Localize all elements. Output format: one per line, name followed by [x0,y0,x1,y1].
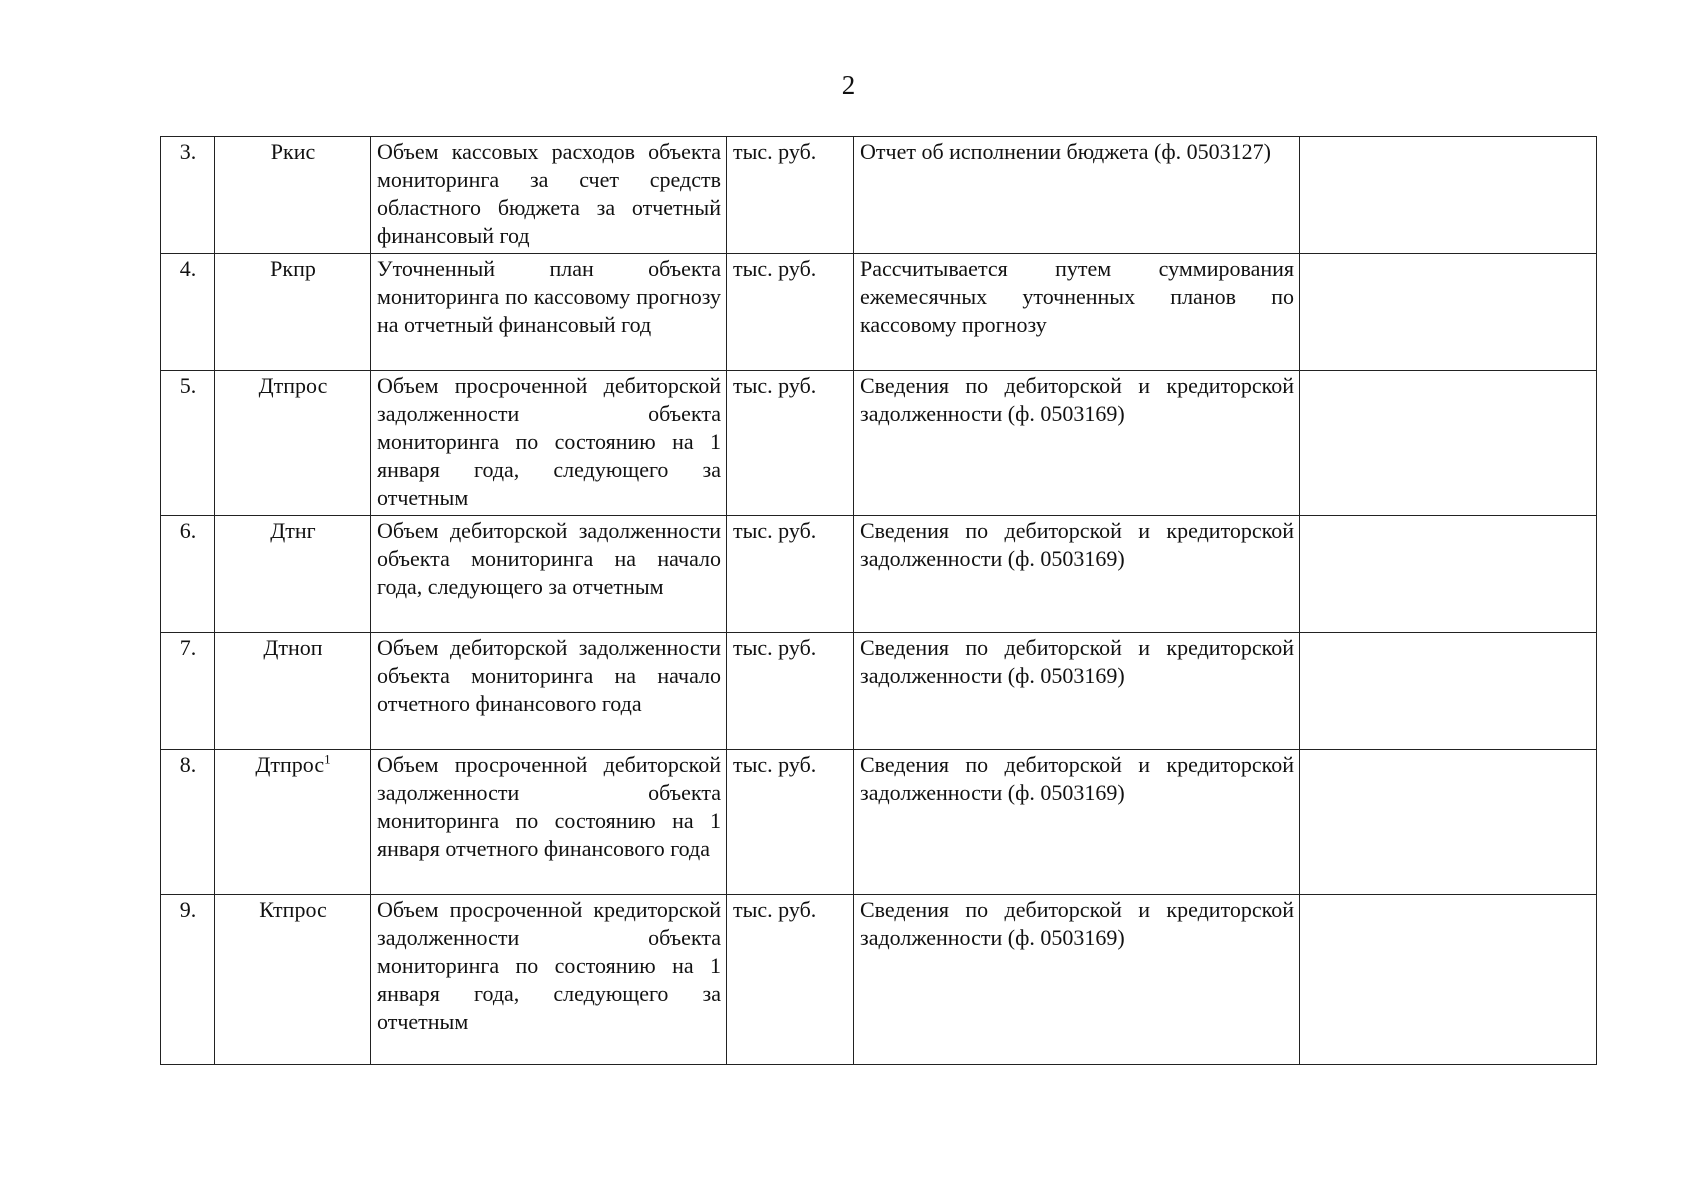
table-row [161,633,1597,750]
indicators-table [160,136,1597,1065]
unit-of-measure: тыс. руб. [727,895,854,1065]
data-source: Сведения по дебиторской и кредиторской задолженности (ф. 0503169) [854,895,1300,1065]
note-cell [1300,516,1597,633]
unit-of-measure: тыс. руб. [727,137,854,254]
unit-of-measure: тыс. руб. [727,516,854,633]
indicator-description: Объем просроченной кредиторской задолженности объекта мониторинга по состоянию на 1 января года, следующего за отчетным [371,895,727,1065]
indicator-code: Дтноп [215,633,371,750]
indicator-description: Объем дебиторской задолженности объекта мониторинга на начало года, следующего за отчетным [371,516,727,633]
table-row [161,254,1597,371]
data-source: Рассчитывается путем суммирования ежемесячных уточненных планов по кассовому прогнозу [854,254,1300,371]
row-number: 3. [161,137,215,254]
indicator-code: Дтпрос$^1$ [215,750,371,895]
indicator-description: Объем просроченной дебиторской задолженности объекта мониторинга по состоянию на 1 января отчетного финансового года [371,750,727,895]
row-number: 5. [161,371,215,516]
indicator-description: Уточненный план объекта мониторинга по кассовому прогнозу на отчетный финансовый год [371,254,727,371]
data-source: Отчет об исполнении бюджета (ф. 0503127) [854,137,1300,254]
row-number: 7. [161,633,215,750]
indicator-description: Объем просроченной дебиторской задолженности объекта мониторинга по состоянию на 1 января года, следующего за отчетным [371,371,727,516]
indicator-description: Объем кассовых расходов объекта мониторинга за счет средств областного бюджета за отчетный финансовый год [371,137,727,254]
data-source: Сведения по дебиторской и кредиторской задолженности (ф. 0503169) [854,750,1300,895]
note-cell [1300,371,1597,516]
note-cell [1300,254,1597,371]
table-row [161,137,1597,254]
row-number: 4. [161,254,215,371]
data-source: Сведения по дебиторской и кредиторской задолженности (ф. 0503169) [854,371,1300,516]
unit-of-measure: тыс. руб. [727,750,854,895]
indicator-code: Ркпр [215,254,371,371]
table-row [161,895,1597,1065]
indicator-code: Дтнг [215,516,371,633]
table-row [161,516,1597,633]
indicator-description: Объем дебиторской задолженности объекта мониторинга на начало отчетного финансового года [371,633,727,750]
note-cell [1300,750,1597,895]
data-source: Сведения по дебиторской и кредиторской задолженности (ф. 0503169) [854,516,1300,633]
indicator-code: Дтпрос [215,371,371,516]
unit-of-measure: тыс. руб. [727,371,854,516]
table-row [161,750,1597,895]
note-cell [1300,137,1597,254]
row-number: 9. [161,895,215,1065]
row-number: 8. [161,750,215,895]
note-cell [1300,895,1597,1065]
table-row [161,371,1597,516]
data-source: Сведения по дебиторской и кредиторской задолженности (ф. 0503169) [854,633,1300,750]
indicator-code: Ркис [215,137,371,254]
unit-of-measure: тыс. руб. [727,254,854,371]
page-number: 2 [841,70,856,100]
row-number: 6. [161,516,215,633]
unit-of-measure: тыс. руб. [727,633,854,750]
indicator-code: Ктпрос [215,895,371,1065]
note-cell [1300,633,1597,750]
